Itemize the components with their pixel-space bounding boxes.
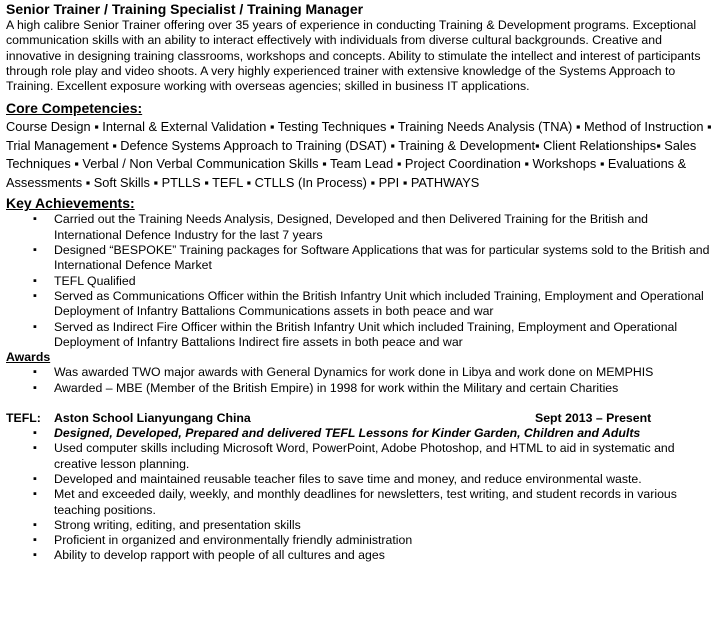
bullet-icon: ▪ bbox=[33, 274, 37, 287]
employment-dates: Sept 2013 – Present bbox=[535, 411, 652, 426]
list-item: ▪ Met and exceeded daily, weekly, and monthly deadlines for newsletters, test writing, and student records in various teaching positions. bbox=[33, 487, 677, 517]
list-item: ▪ Was awarded TWO major awards with General Dynamics for work done in Libya and work done on MEMPHIS bbox=[33, 365, 654, 380]
awards-heading: Awards bbox=[6, 350, 51, 365]
key-achievements-heading: Key Achievements: bbox=[6, 195, 135, 212]
bullet-icon: ▪ bbox=[33, 534, 37, 547]
awards-list bbox=[6, 365, 712, 396]
list-item: ▪ TEFL Qualified bbox=[33, 273, 136, 288]
bullet-icon: ▪ bbox=[33, 549, 37, 562]
list-item: ▪ Served as Indirect Fire Officer within the British Infantry Unit which included Training, Employment and Operational Deployment of Infantry Battalions Indirect fire assets in both peace and war bbox=[33, 319, 678, 349]
list-item: ▪ Carried out the Training Needs Analysis, Designed, Developed and then Delivered Training for the British and International Defence Industry for the last 7 years bbox=[33, 212, 649, 242]
list-item: ▪ Used computer skills including Microsoft Word, PowerPoint, Adobe Photoshop, and HTML to aid in systematic and creative lesson planning. bbox=[33, 441, 675, 471]
list-item: ▪ Served as Communications Officer within the British Infantry Unit which included Training, Employment and Operational Deployment of Infantry Battalions Communications assets in both peace and war bbox=[33, 288, 704, 319]
achievements-list bbox=[6, 212, 712, 350]
employer-name: Aston School Lianyungang China bbox=[54, 411, 251, 426]
summary-paragraph: A high calibre Senior Trainer offering over 35 years of experience in conducting Training & Development programs. Exceptional communication skills with an ability to interact effectively with individuals from diverse cultural backgrounds. Creative and innovative in designing training classrooms, workshops and concepts. Ability to stimulate the intellect and interest of participants through role play and video shoots. A very highly experienced trainer with extensive knowledge of the Systems Approach to Training. Excellent exposure working with overseas agencies; skilled in business IT applications. bbox=[6, 18, 701, 94]
core-competencies-heading: Core Competencies: bbox=[6, 100, 143, 117]
bullet-icon: ▪ bbox=[33, 488, 37, 501]
list-item: ▪ Developed and maintained reusable teacher files to save time and money, and reduce environmental waste. bbox=[33, 471, 642, 486]
bullet-icon: ▪ bbox=[33, 518, 37, 531]
bullet-icon: ▪ bbox=[33, 366, 37, 379]
tefl-duties-list bbox=[6, 426, 712, 564]
tefl-label: TEFL: bbox=[6, 411, 41, 426]
bullet-icon: ▪ bbox=[33, 213, 37, 226]
list-item: ▪ Proficient in organized and environmentally friendly administration bbox=[33, 533, 413, 548]
bullet-icon: ▪ bbox=[33, 442, 37, 455]
tefl-job-header bbox=[6, 411, 712, 426]
bullet-icon: ▪ bbox=[33, 289, 37, 302]
list-item: ▪ Ability to develop rapport with people of all cultures and ages bbox=[33, 548, 385, 563]
tefl-lead-duty: Designed, Developed, Prepared and delivered TEFL Lessons for Kinder Garden, Children and Adults bbox=[54, 426, 641, 441]
list-item bbox=[6, 426, 712, 441]
bullet-icon: ▪ bbox=[33, 427, 37, 440]
list-item: ▪ Strong writing, editing, and presentation skills bbox=[33, 517, 301, 532]
core-competencies-text: Course Design ▪ Internal & External Validation ▪ Testing Techniques ▪ Training Needs Analysis (TNA) ▪ Method of Instruction ▪ Trial Management ▪ Defence Systems Approach to Training (DSAT) ▪ Training & Development▪ Client Relationships▪ Sales Techniques ▪ Verbal / Non Verbal Communication Skills ▪ Team Lead ▪ Project Coordination ▪ Workshops ▪ Evaluations & Assessments ▪ Soft Skills ▪ PTLLS ▪ TEFL ▪ CTLLS (In Process) ▪ PPI ▪ PATHWAYS bbox=[6, 119, 712, 190]
resume-title: Senior Trainer / Training Specialist / Training Manager bbox=[6, 1, 364, 17]
list-item: ▪ Awarded – MBE (Member of the British Empire) in 1998 for work within the Military and certain Charities bbox=[33, 380, 619, 395]
list-item: ▪ Designed “BESPOKE” Training packages for Software Applications that was for particular systems sold to the British and International Defence Market bbox=[33, 243, 710, 273]
bullet-icon: ▪ bbox=[33, 320, 37, 333]
bullet-icon: ▪ bbox=[33, 381, 37, 394]
bullet-icon: ▪ bbox=[33, 472, 37, 485]
bullet-icon: ▪ bbox=[33, 244, 37, 257]
